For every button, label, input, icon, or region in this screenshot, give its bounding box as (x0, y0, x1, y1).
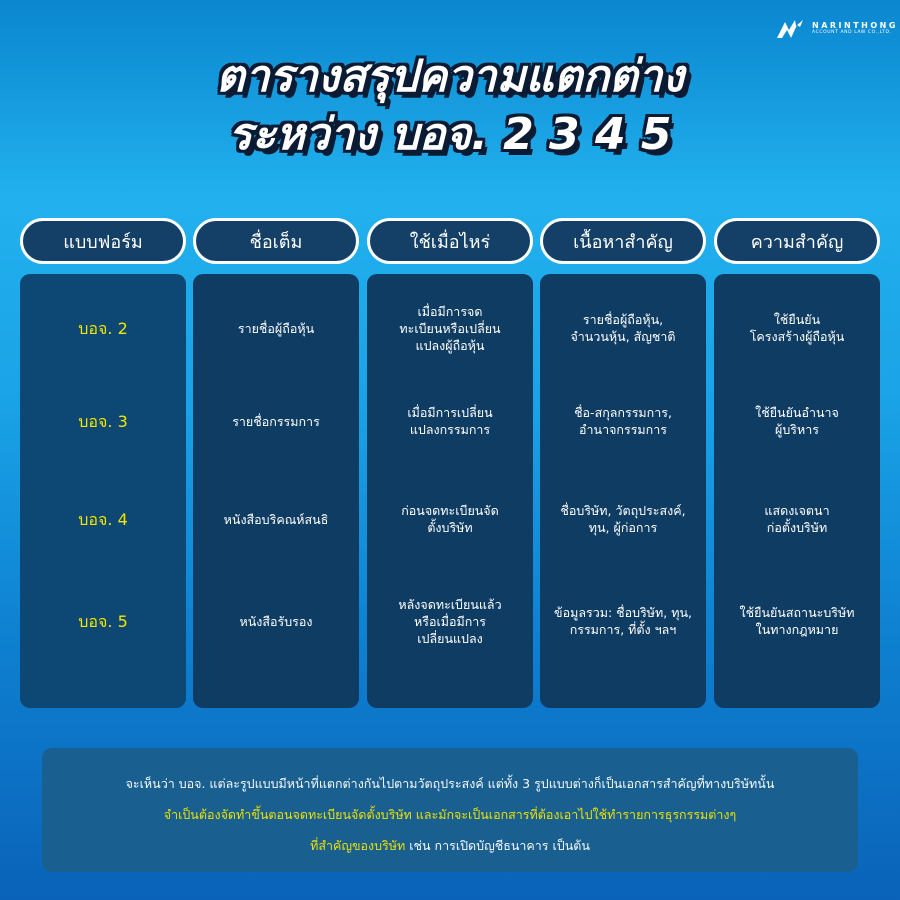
summary-line-3 (42, 830, 858, 861)
when-cell: ก่อนจดทะเบียนจัด ตั้งบริษัท (401, 503, 499, 535)
full-name-cell: หนังสือรับรอง (239, 613, 313, 629)
full-name-cell: หนังสือบริคณห์สนธิ (223, 511, 329, 527)
brand-name: NARINTHONG (812, 21, 898, 31)
company-logo (776, 18, 898, 40)
full-name-cell: รายชื่อกรรมการ (232, 413, 320, 429)
form-cell: บอจ. 3 (78, 411, 128, 431)
narinthong-logo-icon (776, 18, 806, 40)
importance-cell: ใช้ยืนยันอำนาจ ผู้บริหาร (755, 405, 839, 437)
importance-cell: แสดงเจตนา ก่อตั้งบริษัท (764, 503, 830, 535)
column-when (367, 274, 533, 708)
when-cell: เมื่อมีการจด ทะเบียนหรือเปลี่ยน แปลงผู้ถือหุ้น (399, 303, 501, 353)
content-cell: ชื่อบริษัท, วัตถุประสงค์, ทุน, ผู้ก่อการ (560, 503, 686, 535)
brand-tagline: ACCOUNT AND LAW CO.,LTD. (812, 29, 892, 35)
title-line-1: ตารางสรุปความแตกต่าง (216, 51, 684, 102)
form-cell: บอจ. 5 (78, 611, 128, 631)
header-importance: ความสำคัญ (714, 218, 880, 264)
full-name-cell: รายชื่อผู้ถือหุ้น (237, 320, 315, 336)
column-form (20, 274, 186, 708)
summary-box (42, 748, 858, 872)
summary-rest: เช่น การเปิดบัญชีธนาคาร เป็นต้น (405, 838, 590, 853)
column-content (540, 274, 706, 708)
header-when: ใช้เมื่อไหร่ (367, 218, 533, 264)
content-cell: ชื่อ-สกุลกรรมการ, อำนาจกรรมการ (574, 405, 672, 437)
form-cell: บอจ. 2 (78, 318, 128, 338)
header-full-name: ชื่อเต็ม (193, 218, 359, 264)
when-cell: หลังจดทะเบียนแล้ว หรือเมื่อมีการ เปลี่ยนแปลง (398, 596, 502, 646)
importance-cell: ใช้ยืนยันสถานะบริษัท ในทางกฎหมาย (739, 605, 855, 637)
content-cell: รายชื่อผู้ถือหุ้น, จำนวนหุ้น, สัญชาติ (570, 312, 676, 344)
header-content: เนื้อหาสำคัญ (540, 218, 706, 264)
page-title (0, 48, 900, 164)
when-cell: เมื่อมีการเปลี่ยน แปลงกรรมการ (407, 405, 493, 437)
header-form: แบบฟอร์ม (20, 218, 186, 264)
importance-cell: ใช้ยืนยัน โครงสร้างผู้ถือหุ้น (749, 312, 845, 344)
column-full-name (193, 274, 359, 708)
form-cell: บอจ. 4 (78, 509, 128, 529)
summary-highlight: ที่สำคัญของบริษัท (310, 838, 406, 853)
title-line-2: ระหว่าง บอจ. 2 3 4 5 (228, 109, 672, 160)
summary-line-1: จะเห็นว่า บอจ. แต่ละรูปแบบมีหน้าที่แตกต่างกันไปตามวัตถุประสงค์ แต่ทั้ง 3 รูปแบบต่างก็เป็นเอกสารสำคัญที่ทางบริษัทนั้น (125, 776, 775, 791)
summary-line-2: จำเป็นต้องจัดทำขึ้นตอนจดทะเบียนจัดตั้งบริษัท และมักจะเป็นเอกสารที่ต้องเอาไปใช้ทำรายการธุรกรรมต่างๆ (163, 807, 737, 822)
column-importance (714, 274, 880, 708)
content-cell: ข้อมูลรวม: ชื่อบริษัท, ทุน, กรรมการ, ที่ตั้ง ฯลฯ (554, 605, 692, 637)
